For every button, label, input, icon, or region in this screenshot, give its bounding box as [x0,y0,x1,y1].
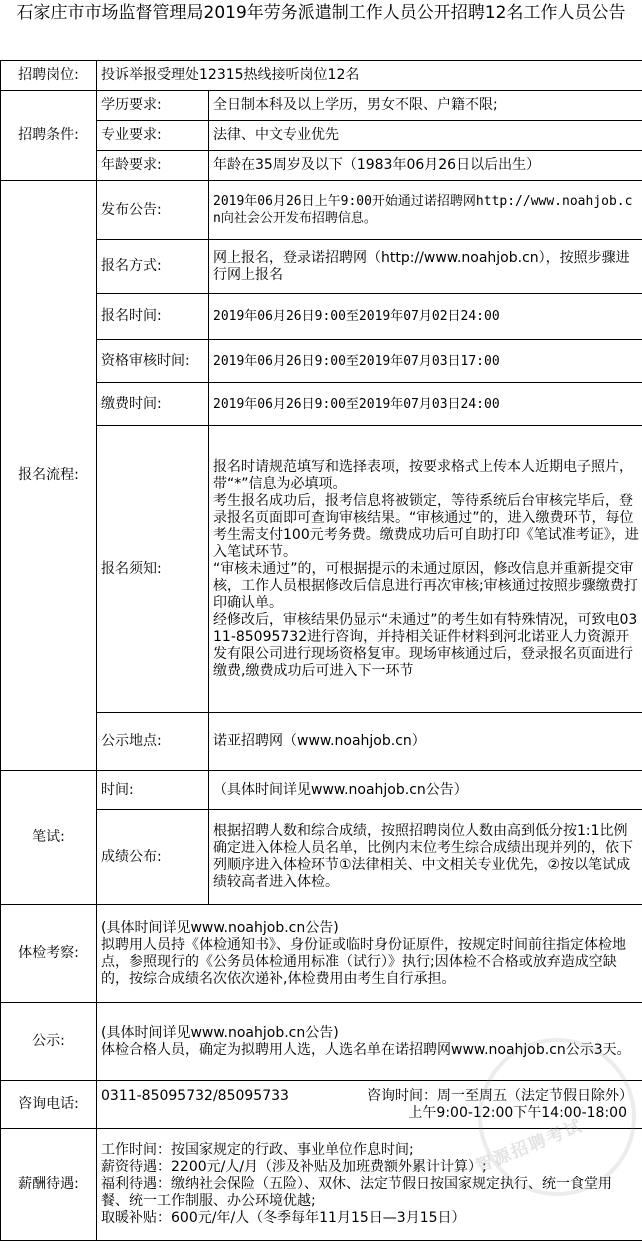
notice-value [209,426,642,713]
consult-phones: 0311-85095732/85095733 [101,1087,289,1104]
major-row [1,121,642,151]
review-time-label: 资格审核时间: [97,340,209,383]
notice-row [1,426,642,713]
conditions-label: 招聘条件: [1,91,97,181]
method-label: 报名方式: [97,240,209,294]
medical-row [1,905,642,1003]
fee-time-row [1,383,642,426]
salary-line: 取暖补贴：600元/年/人（冬季每年11月15日—3月15日） [101,1210,466,1226]
publish-value: 2019年06月26日上午9:00开始通过诺招聘网http://www.noahjob.cn向社会公开发布招聘信息。 [209,181,642,240]
education-label: 学历要求: [97,91,209,121]
age-row [1,151,642,181]
notice-paragraph: 经修改后，审核结果仍显示“未通过”的考生如有特殊情况，可致电0311-85095732进行咨询，并持相关证件材料到河北诺亚人力资源开发有限公司进行现场资格复审。现场审核通过后，登录报名页面进行缴费,缴费成功后可进入下一环节 [213,611,638,679]
signup-time-row [1,294,642,340]
publicity-value [97,1003,642,1081]
exam-time-value: （具体时间详见www.noahjob.cn公告） [209,771,642,810]
place-row [1,713,642,771]
exam-result-row [1,810,642,905]
major-label: 专业要求: [97,121,209,151]
method-value: 网上报名，登录诺招聘网（http://www.noahjob.cn），按照步骤进行网上报名 [209,240,642,294]
publicity-label: 公示: [1,1003,97,1081]
review-time-value: 2019年06月26日9:00至2019年07月03日17:00 [209,340,642,383]
exam-result-value: 根据招聘人数和综合成绩，按照招聘岗位人数由高到低分按1:1比例确定进入体检人员名单，比例内末位考生综合成绩出现并列的，依下列顺序进入体检环节①法律相关、中文相关专业优先，②按以笔试成绩较高者进入体检。 [209,810,642,905]
education-row [1,91,642,121]
publicity-line: (具体时间详见www.noahjob.cn公告) [101,1024,339,1041]
signup-time-value: 2019年06月26日9:00至2019年07月02日24:00 [209,294,642,340]
place-value: 诺亚招聘网（www.noahjob.cn） [209,713,642,771]
position-row [1,61,642,91]
notice-paragraph: “审核未通过”的，可根据提示的未通过原因，修改信息并重新提交审核，工作人员根据修改后信息进行再次审核;审核通过按照步骤缴费打印确认单。 [213,560,638,611]
publish-row [1,181,642,240]
medical-line: (具体时间详见www.noahjob.cn公告) [101,919,339,936]
education-value: 全日制本科及以上学历，男女不限、户籍不限; [209,91,642,121]
medical-value [97,905,642,1003]
exam-result-label: 成绩公布: [97,810,209,905]
signup-time-label: 报名时间: [97,294,209,340]
exam-time-row [1,771,642,810]
age-label: 年龄要求: [97,151,209,181]
exam-time-label: 时间: [97,771,209,810]
consult-value [97,1081,642,1129]
consult-hours: 咨询时间：周一至周五（法定节假日除外） [367,1087,634,1104]
exam-label: 笔试: [1,771,97,905]
page-title: 石家庄市市场监督管理局2019年劳务派遣制工作人员公开招聘12名工作人员公告 [16,3,626,23]
medical-label: 体检考察: [1,905,97,1003]
publish-label: 发布公告: [97,181,209,240]
place-label: 公示地点: [97,713,209,771]
salary-line: 薪资待遇：2200元/人/月（涉及补贴及加班费额外累计计算）; [101,1159,487,1175]
age-value: 年龄在35周岁及以下（1983年06月26日以后出生） [209,151,642,181]
major-value: 法律、中文专业优先 [209,121,642,151]
position-label: 招聘岗位: [1,61,97,91]
position-value: 投诉举报受理处12315热线接听岗位12名 [97,61,642,91]
medical-line: 拟聘用人员持《体检通知书》、身份证或临时身份证原件，按规定时间前往指定体检地点，参照现行的《公务员体检通用标准（试行）》执行;因体检不合格或放弃造成空缺的，按综合成绩名次依次递补,体检费用由考生自行承担。 [101,936,626,987]
consult-hours-detail: 上午9:00-12:00下午14:00-18:00 [408,1104,628,1121]
review-time-row [1,340,642,383]
publicity-row [1,1003,642,1081]
announcement-table [0,60,642,1241]
publicity-line: 体检合格人员，确定为拟聘用人选，人选名单在诺招聘网www.noahjob.cn公示3天。 [101,1041,631,1058]
salary-line: 福利待遇：缴纳社会保险（五险）、双休、法定节假日按国家规定执行、统一食堂用餐、统一工作制服、办公环境优越; [101,1176,612,1209]
consult-label: 咨询电话: [1,1081,97,1129]
salary-label: 薪酬待遇: [1,1129,97,1241]
notice-paragraph: 考生报名成功后，报考信息将被锁定，等待系统后台审核完毕后，登录报名页面即可查询审核结果。“审核通过”的，进入缴费环节，每位考生需支付100元考务费。缴费成功后可自助打印《笔试准考证》，进入笔试环节。 [213,492,639,560]
method-row [1,240,642,294]
watermark-text: 智源招聘考试 [473,1115,587,1178]
consult-row [1,1081,642,1129]
fee-time-value: 2019年06月26日9:00至2019年07月03日24:00 [209,383,642,426]
fee-time-label: 缴费时间: [97,383,209,426]
notice-label: 报名须知: [97,426,209,713]
salary-value [97,1129,642,1241]
salary-line: 工作时间：按国家规定的行政、事业单位作息时间; [101,1142,414,1158]
notice-paragraph: 报名时请规范填写和选择表项，按要求格式上传本人近期电子照片，带“*”信息为必填项。 [213,458,633,492]
process-label: 报名流程: [1,181,97,771]
salary-row [1,1129,642,1241]
